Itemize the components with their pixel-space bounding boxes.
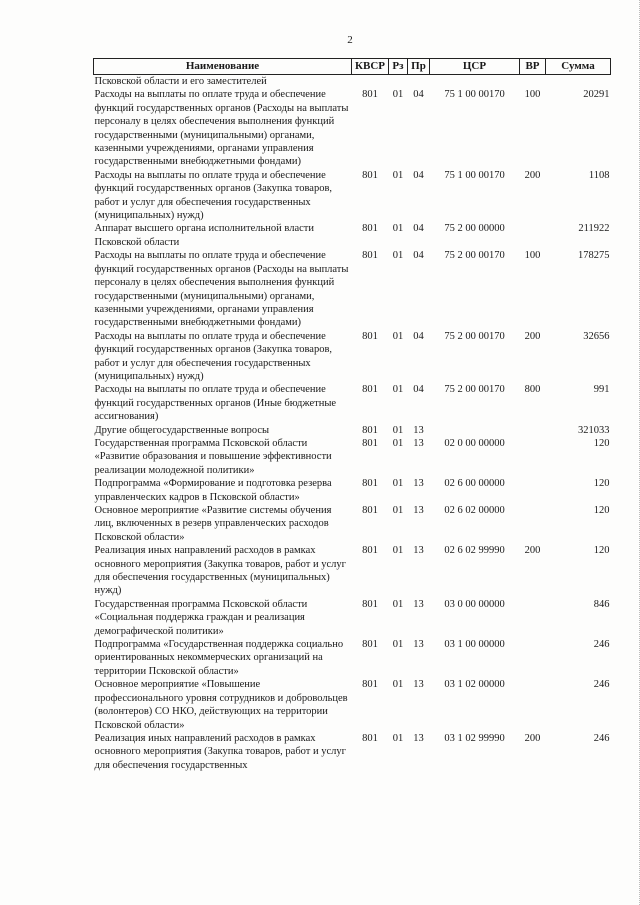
row-name-cell: Подпрограмма «Формирование и подготовка резерва управленческих кадров в Псковской области» bbox=[94, 478, 332, 503]
row-vr-cell: 800 bbox=[524, 384, 541, 396]
row-name-cell: Реализация иных направлений расходов в рамках основного мероприятия (Закупка товаров, работ и услуг для обеспечения государственных (муниципальных) нужд) bbox=[94, 545, 346, 597]
row-sum-cell: 120 bbox=[593, 545, 610, 557]
row-kvsr-cell: 801 bbox=[362, 505, 378, 516]
row-csr-cell: 02 6 00 00000 bbox=[444, 478, 505, 490]
row-rz-cell: 01 bbox=[392, 250, 404, 262]
row-pr-cell: 04 bbox=[413, 223, 424, 235]
row-rz-cell: 01 bbox=[392, 639, 404, 651]
row-sum-cell: 120 bbox=[593, 505, 610, 516]
row-kvsr-cell bbox=[352, 75, 389, 89]
row-rz-cell: 01 bbox=[392, 478, 404, 490]
row-vr-cell bbox=[520, 504, 546, 544]
row-kvsr-cell: 801 bbox=[362, 437, 378, 449]
row-name-cell: Расходы на выплаты по оплате труда и обеспечение функций государственных органов (Закупка товаров, работ и услуг для обеспечения государственных (муниципальных) нужд) bbox=[94, 330, 333, 382]
row-kvsr-cell: 801 bbox=[362, 545, 378, 557]
table-row bbox=[94, 75, 611, 89]
row-kvsr-cell: 801 bbox=[362, 424, 378, 436]
table-row bbox=[94, 477, 611, 504]
row-sum-cell: 32656 bbox=[583, 330, 610, 342]
row-vr-cell bbox=[520, 598, 546, 638]
row-pr-cell: 13 bbox=[413, 437, 424, 449]
row-vr-cell: 200 bbox=[524, 732, 541, 744]
row-kvsr-cell: 801 bbox=[362, 384, 378, 396]
row-pr-cell bbox=[408, 75, 430, 89]
header-name: Наименование bbox=[94, 59, 352, 75]
row-rz-cell: 01 bbox=[392, 223, 404, 235]
row-csr-cell: 02 0 00 00000 bbox=[444, 437, 505, 449]
row-rz-cell: 01 bbox=[392, 437, 404, 449]
row-csr-cell: 75 1 00 00170 bbox=[444, 169, 505, 181]
row-rz-cell: 01 bbox=[392, 330, 404, 342]
row-vr-cell: 200 bbox=[524, 169, 541, 181]
row-rz-cell: 01 bbox=[392, 384, 404, 396]
row-pr-cell: 04 bbox=[413, 330, 424, 342]
row-rz-cell: 01 bbox=[392, 89, 404, 101]
row-pr-cell: 04 bbox=[413, 169, 424, 181]
row-vr-cell bbox=[520, 678, 546, 732]
row-csr-cell: 75 2 00 00170 bbox=[444, 384, 505, 396]
row-name-cell: Государственная программа Псковской области «Развитие образования и повышение эффективности реализации молодежной политики» bbox=[94, 437, 332, 476]
row-rz-cell: 01 bbox=[392, 169, 404, 181]
row-pr-cell: 04 bbox=[413, 89, 424, 101]
table-row bbox=[94, 330, 611, 384]
row-vr-cell: 200 bbox=[524, 330, 541, 342]
row-pr-cell: 13 bbox=[413, 598, 424, 610]
row-name-cell: Аппарат высшего органа исполнительной власти Псковской области bbox=[94, 223, 315, 248]
row-kvsr-cell: 801 bbox=[362, 89, 378, 101]
row-rz-cell: 01 bbox=[392, 424, 404, 436]
table-row bbox=[94, 222, 611, 249]
row-csr-cell bbox=[430, 75, 520, 89]
row-csr-cell: 02 6 02 00000 bbox=[444, 505, 505, 516]
row-csr-cell: 03 1 02 99990 bbox=[444, 732, 505, 744]
row-sum-cell: 246 bbox=[593, 679, 610, 691]
table-row bbox=[94, 249, 611, 329]
table-row bbox=[94, 424, 611, 437]
table-row bbox=[94, 678, 611, 732]
row-pr-cell: 13 bbox=[413, 424, 424, 436]
row-pr-cell: 13 bbox=[413, 639, 424, 651]
table-row bbox=[94, 732, 611, 772]
row-kvsr-cell: 801 bbox=[362, 250, 378, 262]
row-csr-cell: 75 2 00 00170 bbox=[444, 250, 505, 262]
table-row bbox=[94, 169, 611, 223]
row-rz-cell bbox=[389, 75, 408, 89]
table-row bbox=[94, 598, 611, 638]
row-pr-cell: 13 bbox=[413, 679, 424, 691]
row-sum-cell: 246 bbox=[593, 732, 610, 744]
header-sum: Сумма bbox=[546, 59, 611, 75]
table-row bbox=[94, 383, 611, 423]
row-vr-cell: 100 bbox=[524, 250, 541, 262]
row-sum-cell: 246 bbox=[593, 639, 610, 651]
header-csr: ЦСР bbox=[430, 59, 520, 75]
row-name-cell: Подпрограмма «Государственная поддержка социально ориентированных некоммерческих организаций на территории Псковской области» bbox=[94, 639, 344, 677]
header-vr: ВР bbox=[520, 59, 546, 75]
row-sum-cell: 846 bbox=[593, 598, 610, 610]
row-kvsr-cell: 801 bbox=[362, 639, 378, 651]
row-kvsr-cell: 801 bbox=[362, 478, 378, 490]
row-kvsr-cell: 801 bbox=[362, 598, 378, 610]
row-pr-cell: 13 bbox=[413, 732, 424, 744]
row-rz-cell: 01 bbox=[392, 679, 404, 691]
row-rz-cell: 01 bbox=[392, 598, 404, 610]
row-pr-cell: 04 bbox=[413, 250, 424, 262]
table-body bbox=[94, 75, 611, 773]
row-vr-cell bbox=[520, 477, 546, 504]
row-kvsr-cell: 801 bbox=[362, 732, 378, 744]
row-vr-cell: 200 bbox=[524, 545, 541, 557]
header-rz: Рз bbox=[389, 59, 408, 75]
page-number: 2 bbox=[347, 34, 353, 46]
row-sum-cell: 120 bbox=[593, 478, 610, 490]
row-sum-cell: 120 bbox=[593, 437, 610, 449]
row-vr-cell bbox=[520, 437, 546, 477]
row-sum-cell: 991 bbox=[593, 384, 610, 396]
row-sum-cell: 321033 bbox=[578, 424, 610, 436]
row-name-cell: Другие общегосударственные вопросы bbox=[94, 424, 270, 436]
row-name-cell: Расходы на выплаты по оплате труда и обеспечение функций государственных органов (Расходы на выплаты персоналу в целях обеспечения выполнения функций государственными (муниципальными) органами, казенными учреждениями, органами управления государственными внебюджетными фондами) bbox=[94, 89, 349, 168]
row-name-cell: Расходы на выплаты по оплате труда и обеспечение функций государственных органов (Расходы на выплаты персоналу в целях обеспечения выполнения функций государственными (муниципальными) органами, казенными учреждениями, органами управления государственными внебюджетными фондами) bbox=[94, 250, 349, 329]
row-sum-cell: 20291 bbox=[583, 89, 610, 101]
row-name-cell: Основное мероприятие «Повышение профессионального уровня сотрудников и добровольцев (волонтеров) СО НКО, действующих на территории Псковской области» bbox=[94, 679, 348, 731]
row-pr-cell: 13 bbox=[413, 478, 424, 490]
row-kvsr-cell: 801 bbox=[362, 679, 378, 691]
row-pr-cell: 13 bbox=[413, 545, 424, 557]
table-row bbox=[94, 88, 611, 168]
row-csr-cell: 02 6 02 99990 bbox=[444, 545, 505, 557]
row-name-cell: Реализация иных направлений расходов в рамках основного мероприятия (Закупка товаров, работ и услуг для обеспечения государственных bbox=[94, 732, 346, 771]
row-vr-cell bbox=[520, 222, 546, 249]
row-vr-cell bbox=[520, 638, 546, 678]
budget-table bbox=[93, 58, 611, 772]
row-vr-cell bbox=[520, 75, 546, 89]
row-sum-cell: 1108 bbox=[588, 169, 610, 181]
table-header-row bbox=[94, 59, 611, 75]
row-kvsr-cell: 801 bbox=[362, 223, 378, 235]
row-name-cell: Псковской области и его заместителей bbox=[94, 76, 267, 87]
row-name-cell: Расходы на выплаты по оплате труда и обеспечение функций государственных органов (Закупка товаров, работ и услуг для обеспечения государственных (муниципальных) нужд) bbox=[94, 169, 333, 222]
row-sum-cell: 178275 bbox=[578, 250, 610, 262]
row-name-cell: Основное мероприятие «Развитие системы обучения лиц, включенных в резерв управленческих расходов Псковской области» bbox=[94, 505, 332, 543]
table-row bbox=[94, 638, 611, 678]
row-sum-cell: 211922 bbox=[578, 223, 610, 235]
table-row bbox=[94, 544, 611, 598]
table-row bbox=[94, 504, 611, 544]
row-name-cell: Государственная программа Псковской области «Социальная поддержка граждан и реализация демографической политики» bbox=[94, 598, 308, 637]
row-pr-cell: 13 bbox=[413, 505, 424, 516]
row-csr-cell: 03 1 02 00000 bbox=[444, 679, 505, 691]
header-pr: Пр bbox=[408, 59, 430, 75]
row-csr-cell: 75 2 00 00000 bbox=[444, 223, 505, 235]
row-name-cell: Расходы на выплаты по оплате труда и обеспечение функций государственных органов (Иные бюджетные ассигнования) bbox=[94, 384, 337, 423]
row-vr-cell: 100 bbox=[524, 89, 541, 101]
row-pr-cell: 04 bbox=[413, 384, 424, 396]
row-kvsr-cell: 801 bbox=[362, 169, 378, 181]
row-csr-cell: 75 2 00 00170 bbox=[444, 330, 505, 342]
row-csr-cell: 03 0 00 00000 bbox=[444, 598, 505, 610]
row-sum-cell bbox=[546, 75, 611, 89]
table-row bbox=[94, 437, 611, 477]
header-kvsr: КВСР bbox=[352, 59, 389, 75]
row-rz-cell: 01 bbox=[392, 732, 404, 744]
row-csr-cell: 75 1 00 00170 bbox=[444, 89, 505, 101]
row-rz-cell: 01 bbox=[392, 505, 404, 516]
row-rz-cell: 01 bbox=[392, 545, 404, 557]
row-vr-cell bbox=[520, 424, 546, 437]
row-kvsr-cell: 801 bbox=[362, 330, 378, 342]
row-csr-cell: 03 1 00 00000 bbox=[444, 639, 505, 651]
row-csr-cell bbox=[430, 424, 520, 437]
